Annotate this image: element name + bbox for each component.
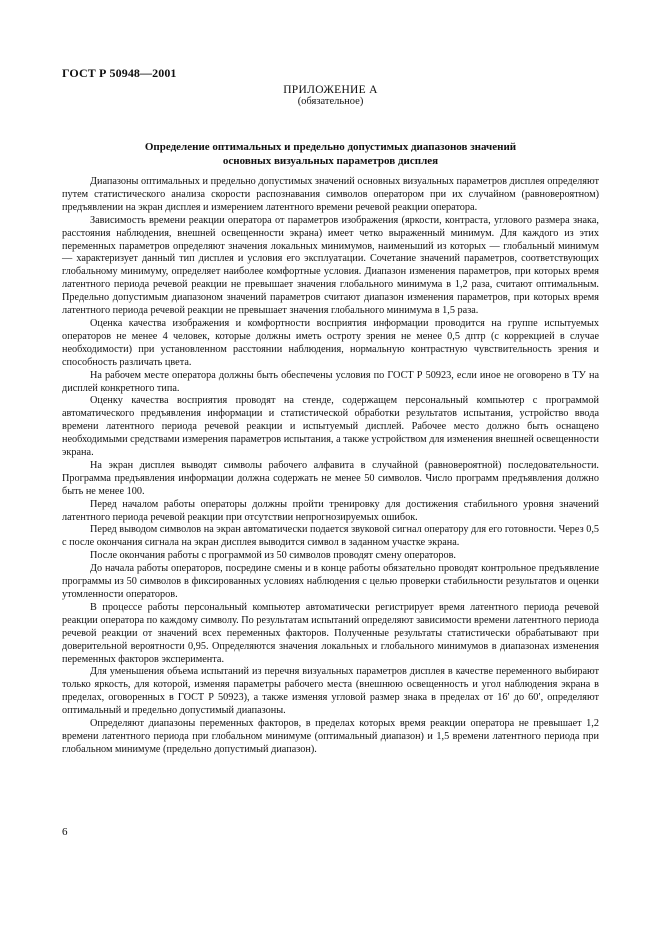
section-title-line-1: Определение оптимальных и предельно допустимых диапазонов значений bbox=[144, 141, 517, 153]
appendix-title: ПРИЛОЖЕНИЕ А bbox=[283, 84, 378, 96]
paragraph-10: До начала работы операторов, посредине смены и в конце работы обязательно проводят контрольное предъявление программы из 50 символов в фиксированных условиях наблюдения с целью проверки стабильности результатов и оценки утомленности операторов. bbox=[62, 563, 599, 600]
paragraph-4: На рабочем месте оператора должны быть обеспечены условия по ГОСТ Р 50923, если иное не оговорено в ТУ на дисплей конкретного типа. bbox=[62, 369, 599, 394]
paragraph-5: Оценку качества восприятия проводят на стенде, содержащем персональный компьютер с программой автоматического предъявления информации и статистической обработки результатов испытания, устройство ввода времени латентного периода речевой реакции и испытуемый дисплей. Рабочее место должно быть оснащено необходимыми средствами измерения параметров испытания, а также устройством для изменения внешней освещенности экрана. bbox=[62, 395, 599, 459]
standard-header: ГОСТ Р 50948—2001 bbox=[62, 66, 177, 80]
body-text bbox=[62, 176, 599, 757]
paragraph-12: Для уменьшения объема испытаний из перечня визуальных параметров дисплея в качестве переменного выбирают только яркость, для которой, изменяя параметры рабочего места (внешнюю освещенность и угол наблюдения экрана в пределах, оговоренных в ГОСТ Р 50923), а также изменяя угловой размер знака в пределах от 16′ до 60′, определяют оптимальный и предельно допустимый диапазоны. bbox=[62, 666, 599, 717]
paragraph-3: Оценка качества изображения и комфортности восприятия информации проводится на группе испытуемых операторов не менее 4 человек, которые должны иметь остроту зрения не менее 0,5 дптр (с коррекцией в случае необходимости) при установленном расстоянии наблюдения, нормальную контрастную чувствительность зрения и способность различать цвета. bbox=[62, 317, 599, 368]
section-title bbox=[62, 140, 599, 168]
paragraph-8: Перед выводом символов на экран автоматически подается звуковой сигнал оператору для его готовности. Через 0,5 с после окончания сигнала на экран дисплея выводится символ в заданном участке экрана. bbox=[62, 524, 600, 549]
section-title-line-2: основных визуальных параметров дисплея bbox=[222, 155, 439, 167]
paragraph-9: После окончания работы с программой из 50 символов проводят смену операторов. bbox=[90, 550, 456, 562]
paragraph-6: На экран дисплея выводят символы рабочего алфавита в случайной (равновероятной) последовательности. Программа предъявления информации должна содержать не менее 50 символов. Число программ предъявления должно быть не менее 100. bbox=[62, 459, 599, 497]
page-number: 6 bbox=[62, 826, 68, 838]
paragraph-2: Зависимость времени реакции оператора от параметров изображения (яркости, контраста, углового размера знака, расстояния наблюдения, внешней освещенности экрана) имеет четко выраженный минимум. Для каждого из этих переменных параметров определяют значения локальных минимумов, наименьший из которых — глобальный минимум — характеризует данный тип дисплея и условия его эксплуатации. Сочетание значений параметров, соответствующих глобальному минимуму, определяет наиболее комфортные условия. Диапазон изменения параметров, при которых время латентного периода речевой реакции не превышает значения глобального минимума в 1,2 раза, считают оптимальным. Предельно допустимым диапазоном значений параметров считают диапазон изменения параметров, при которых время латентного периода речевой реакции не превышает значения глобального минимума в 1,5 раза. bbox=[62, 214, 599, 317]
paragraph-1: Диапазоны оптимальных и предельно допустимых значений основных визуальных параметров дисплея определяют путем статистического анализа скорости распознавания символов оператором при их случайном (равновероятном) предъявлении на экран дисплея и измерением латентного времени речевой реакции оператора. bbox=[62, 176, 599, 213]
appendix-status: (обязательное) bbox=[297, 96, 364, 107]
paragraph-13: Определяют диапазоны переменных факторов, в пределах которых время реакции оператора не превышает 1,2 времени латентного периода при глобальном минимуме (оптимальный диапазон) и 1,5 времени латентного периода при глобальном минимуме (предельно допустимый диапазон). bbox=[62, 718, 599, 755]
paragraph-11: В процессе работы персональный компьютер автоматически регистрирует время латентного периода речевой реакции оператора по каждому символу. По результатам испытаний определяют зависимости времени латентного периода речевой реакции от значений всех переменных факторов. Полученные результаты статистически обрабатывают при доверительной вероятности 0,95. Определяются значения локальных и глобального минимумов в диапазонах изменения переменных факторов эксперимента. bbox=[62, 601, 599, 665]
paragraph-7: Перед началом работы операторы должны пройти тренировку для достижения стабильного уровня значений латентного периода речевой реакции при отсутствии непрогнозируемых ошибок. bbox=[62, 498, 599, 523]
